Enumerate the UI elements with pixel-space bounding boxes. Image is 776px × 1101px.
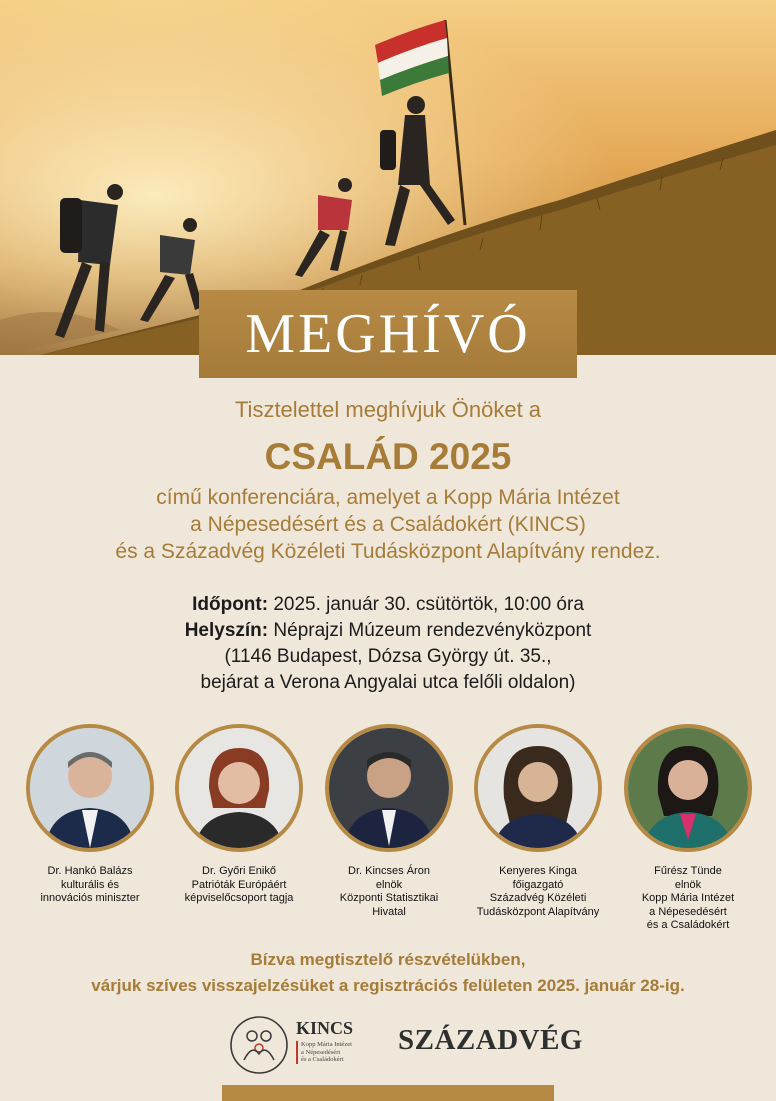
page-title: MEGHÍVÓ: [245, 303, 531, 365]
speaker-role: képviselőcsoport tagja: [184, 892, 294, 904]
speaker-role: Tudásközpont Alapítvány: [476, 905, 600, 918]
event-details: [0, 592, 776, 696]
description-line: című konferenciára, amelyet a Kopp Mária Intézet: [156, 486, 620, 509]
title-banner: [199, 290, 577, 378]
description-line: a Népesedésért és a Családokért (KINCS): [190, 513, 586, 536]
kincs-subtitle: [296, 1041, 386, 1064]
speaker-card: [608, 724, 768, 933]
kincs-logo-icon: [228, 1014, 290, 1076]
speaker-photo: [325, 724, 453, 852]
event-name: CSALÁD 2025: [264, 436, 512, 477]
speaker-role: Hivatal: [372, 905, 406, 918]
place-value: Néprajzi Múzeum rendezvényközpont: [273, 620, 592, 641]
place-label: Helyszín:: [184, 620, 269, 641]
kincs-title: KINCS: [296, 1018, 354, 1038]
speaker-card: [458, 724, 618, 919]
logo-row: [0, 1010, 776, 1080]
speaker-name: Dr. Kincses Áron: [348, 865, 430, 877]
place-row: [0, 618, 776, 644]
szazadveg-logo: SZÁZADVÉG: [398, 1024, 583, 1056]
kincs-subtitle-line: a Népesedésért: [301, 1048, 341, 1056]
kincs-subtitle-line: Kopp Mária Intézet: [301, 1041, 352, 1048]
closing-line: Bízva megtisztelő részvételükben,: [250, 950, 526, 969]
closing-text: [0, 947, 776, 999]
speaker-role: Századvég Közéleti: [489, 892, 587, 904]
speaker-role: Kopp Mária Intézet: [641, 892, 735, 904]
time-value: 2025. január 30. csütörtök, 10:00 óra: [273, 594, 584, 615]
kincs-logo-text: [296, 1018, 386, 1064]
speaker-card: [159, 724, 319, 906]
speaker-role: főigazgató: [512, 878, 564, 891]
address-line: bejárat a Verona Angyalai utca felőli oldalon): [200, 672, 576, 693]
speaker-name: Kenyeres Kinga: [499, 865, 577, 877]
speaker-photo: [474, 724, 602, 852]
speakers-section: [0, 724, 776, 939]
speaker-role: Patrióták Európáért: [191, 878, 287, 891]
speaker-role: kulturális és: [60, 878, 120, 891]
description-line: és a Századvég Közéleti Tudásközpont Alapítvány rendez.: [115, 540, 661, 563]
speaker-card: [309, 724, 469, 919]
time-label: Időpont:: [192, 594, 269, 615]
speaker-role: és a Családokért: [646, 919, 730, 931]
speaker-photo: [624, 724, 752, 852]
speaker-name: Fűrész Tünde: [654, 865, 722, 877]
kincs-subtitle-line: és a Családokért: [301, 1056, 344, 1063]
speaker-role: elnök: [674, 878, 702, 891]
intro-text: Tisztelettel meghívjuk Önöket a: [234, 397, 542, 422]
speaker-role: Központi Statisztikai: [339, 892, 439, 904]
speaker-name: Dr. Győri Enikő: [202, 865, 276, 877]
event-description: [0, 484, 776, 565]
time-row: [0, 592, 776, 618]
speaker-role: elnök: [375, 878, 403, 891]
speaker-photo: [175, 724, 303, 852]
speaker-name: Dr. Hankó Balázs: [47, 865, 133, 877]
closing-line: várjuk szíves visszajelzésüket a regisztrációs felületen 2025. január 28-ig.: [91, 976, 685, 995]
speaker-role: a Népesedésért: [649, 905, 727, 918]
address-line: (1146 Budapest, Dózsa György út. 35.,: [224, 646, 552, 667]
speaker-role: innovációs miniszter: [40, 892, 140, 904]
speaker-card: [10, 724, 170, 906]
speaker-photo: [26, 724, 154, 852]
bottom-accent-bar: [222, 1085, 554, 1101]
